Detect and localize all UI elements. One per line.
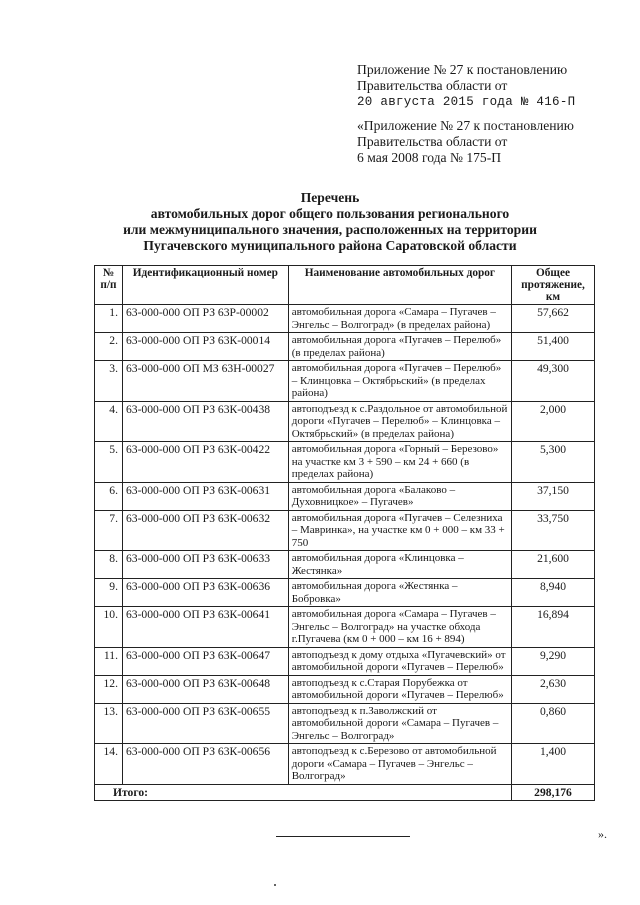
row-id: 63-000-000 ОП РЗ 63К-00631: [122, 482, 288, 510]
annex-previous-line1: «Приложение № 27 к постановлению: [357, 118, 574, 133]
title-line3: или межмуниципального значения, расположенных на территории: [123, 222, 537, 237]
title-line1: Перечень: [300, 190, 360, 205]
row-id: 63-000-000 ОП МЗ 63Н-00027: [122, 361, 288, 402]
signature-divider: [276, 836, 410, 837]
row-id: 63-000-000 ОП РЗ 63К-00641: [122, 607, 288, 648]
row-length: 51,400: [512, 333, 595, 361]
row-length: 2,630: [512, 675, 595, 703]
row-id: 63-000-000 ОП РЗ 63К-00647: [122, 647, 288, 675]
row-num: 3.: [95, 361, 123, 402]
row-id: 63-000-000 ОП РЗ 63К-00632: [122, 510, 288, 551]
row-length: 37,150: [512, 482, 595, 510]
row-num: 7.: [95, 510, 123, 551]
closing-quote-mark: ».: [598, 827, 607, 841]
row-name: автоподъезд к с.Старая Порубежка от автомобильной дороги «Пугачев – Перелюб»: [288, 675, 511, 703]
row-name: автомобильная дорога «Самара – Пугачев – Энгельс – Волгоград» на участке обхода г.Пугачева (км 0 + 000 – км 16 + 894): [288, 607, 511, 648]
row-length: 8,940: [512, 579, 595, 607]
row-name: автомобильная дорога «Самара – Пугачев – Энгельс – Волгоград» (в пределах района): [288, 305, 511, 333]
row-id: 63-000-000 ОП РЗ 63Р-00002: [122, 305, 288, 333]
row-num: 5.: [95, 442, 123, 483]
row-name: автоподъезд к с.Березово от автомобильной дороги «Самара – Пугачев – Энгельс – Волгоград»: [288, 744, 511, 785]
table-row: [95, 607, 595, 648]
row-name: автомобильная дорога «Горный – Березово» на участке км 3 + 590 – км 24 + 660 (в пределах района): [288, 442, 511, 483]
annex-current-line2: Правительства области от: [357, 78, 508, 93]
header-length: Общее протяжение, км: [512, 266, 595, 305]
table-row: [95, 305, 595, 333]
row-length: 57,662: [512, 305, 595, 333]
row-name: автомобильная дорога «Пугачев – Перелюб» (в пределах района): [288, 333, 511, 361]
row-name: автомобильная дорога «Пугачев – Селезниха – Мавринка», на участке км 0 + 000 – км 33 + 750: [288, 510, 511, 551]
row-id: 63-000-000 ОП РЗ 63К-00656: [122, 744, 288, 785]
row-num: 11.: [95, 647, 123, 675]
document-title: [80, 190, 580, 254]
row-name: автоподъезд к с.Раздольное от автомобильной дороги «Пугачев – Перелюб» – Клинцовка – Октябрьский» (в пределах района): [288, 401, 511, 442]
table-row: [95, 647, 595, 675]
row-num: 8.: [95, 551, 123, 579]
total-value: 298,176: [512, 784, 595, 800]
row-length: 9,290: [512, 647, 595, 675]
row-id: 63-000-000 ОП РЗ 63К-00655: [122, 703, 288, 744]
table-header-row: [95, 266, 595, 305]
row-num: 10.: [95, 607, 123, 648]
row-length: 49,300: [512, 361, 595, 402]
title-line4: Пугачевского муниципального района Саратовской области: [143, 238, 517, 253]
row-num: 13.: [95, 703, 123, 744]
header-num: № п/п: [95, 266, 123, 305]
row-name: автомобильная дорога «Клинцовка – Жестянка»: [288, 551, 511, 579]
row-name: автомобильная дорога «Жестянка – Бобровка»: [288, 579, 511, 607]
row-name: автоподъезд к п.Заволжский от автомобильной дороги «Самара – Пугачев – Энгельс – Волгоград»: [288, 703, 511, 744]
row-name: автоподъезд к дому отдыха «Пугачевский» от автомобильной дороги «Пугачев – Перелюб»: [288, 647, 511, 675]
table-row: [95, 361, 595, 402]
row-id: 63-000-000 ОП РЗ 63К-00636: [122, 579, 288, 607]
table-row: [95, 703, 595, 744]
row-name: автомобильная дорога «Балаково – Духовницкое» – Пугачев»: [288, 482, 511, 510]
row-length: 21,600: [512, 551, 595, 579]
row-id: 63-000-000 ОП РЗ 63К-00648: [122, 675, 288, 703]
table-row: [95, 442, 595, 483]
row-length: 33,750: [512, 510, 595, 551]
roads-table: [94, 265, 595, 801]
table-row: [95, 401, 595, 442]
row-id: 63-000-000 ОП РЗ 63К-00014: [122, 333, 288, 361]
row-length: 2,000: [512, 401, 595, 442]
header-name: Наименование автомобильных дорог: [288, 266, 511, 305]
row-num: 6.: [95, 482, 123, 510]
table-row: [95, 675, 595, 703]
row-num: 14.: [95, 744, 123, 785]
annex-previous-line3: 6 мая 2008 года № 175-П: [357, 150, 502, 165]
row-num: 4.: [95, 401, 123, 442]
annex-current: [357, 62, 575, 110]
page-dot: [274, 884, 276, 886]
table-row: [95, 579, 595, 607]
annex-current-line1: Приложение № 27 к постановлению: [357, 62, 568, 77]
row-id: 63-000-000 ОП РЗ 63К-00633: [122, 551, 288, 579]
annex-previous: [357, 118, 574, 166]
row-id: 63-000-000 ОП РЗ 63К-00422: [122, 442, 288, 483]
row-id: 63-000-000 ОП РЗ 63К-00438: [122, 401, 288, 442]
total-label: Итого:: [95, 784, 512, 800]
row-length: 0,860: [512, 703, 595, 744]
row-num: 2.: [95, 333, 123, 361]
row-length: 16,894: [512, 607, 595, 648]
annex-previous-line2: Правительства области от: [357, 134, 508, 149]
row-name: автомобильная дорога «Пугачев – Перелюб» – Клинцовка – Октябрьский» (в пределах района): [288, 361, 511, 402]
total-row: [95, 784, 595, 800]
table-row: [95, 744, 595, 785]
row-num: 9.: [95, 579, 123, 607]
table-row: [95, 482, 595, 510]
row-num: 12.: [95, 675, 123, 703]
row-length: 5,300: [512, 442, 595, 483]
row-length: 1,400: [512, 744, 595, 785]
row-num: 1.: [95, 305, 123, 333]
header-id: Идентификационный номер: [122, 266, 288, 305]
table-row: [95, 510, 595, 551]
table-row: [95, 333, 595, 361]
annex-current-date-stamp: 20 августа 2015 года № 416-П: [357, 95, 576, 109]
table-row: [95, 551, 595, 579]
title-line2: автомобильных дорог общего пользования регионального: [150, 206, 510, 221]
